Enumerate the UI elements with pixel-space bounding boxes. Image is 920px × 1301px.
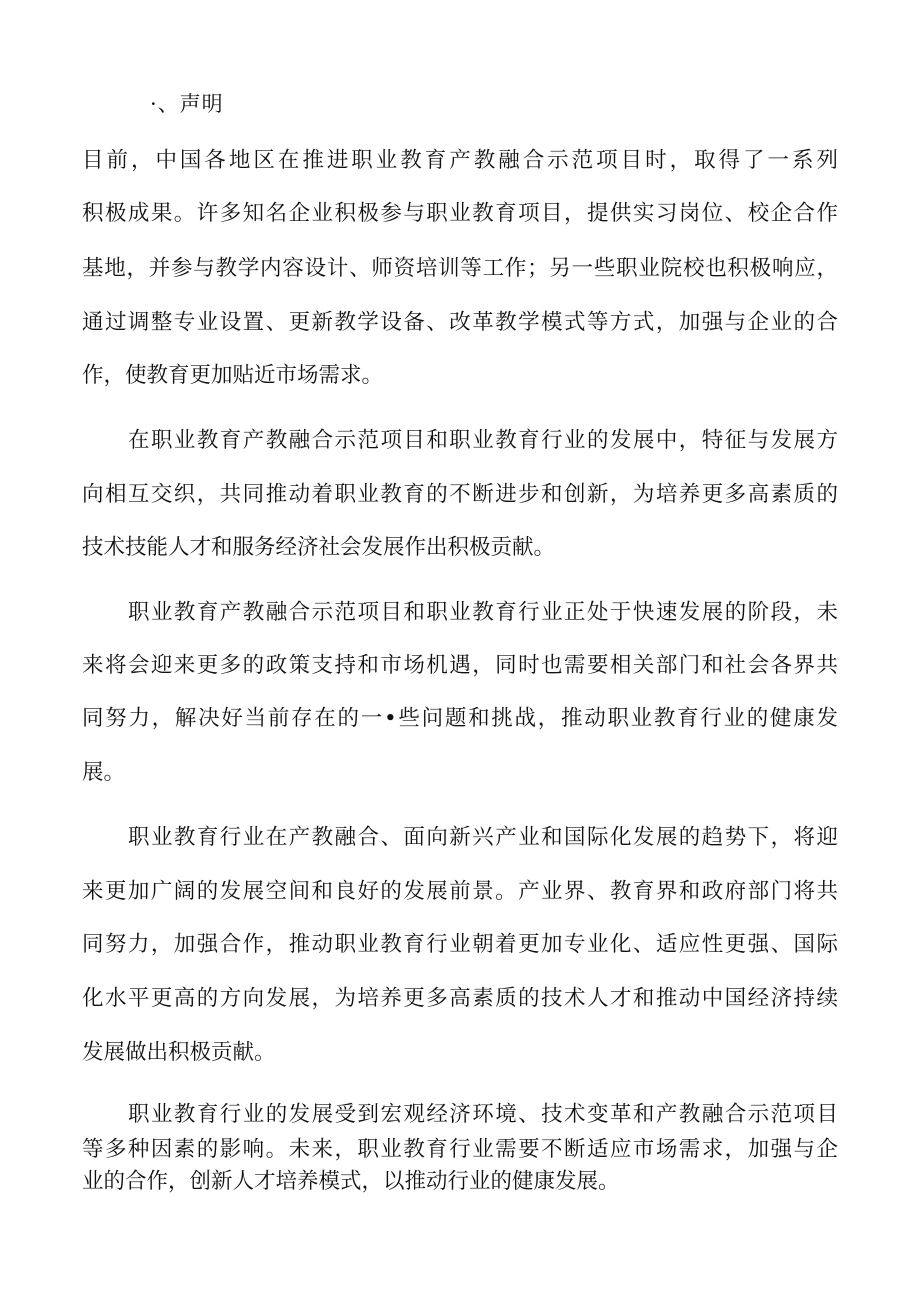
paragraph-3-line-4: 展。	[82, 760, 126, 785]
paragraph-5-line-1: 职业教育行业的发展受到宏观经济环境、技术变革和产教融合示范项目	[128, 1102, 838, 1127]
paragraph-4-line-1: 职业教育行业在产教融合、面向新兴产业和国际化发展的趋势下，将迎	[128, 825, 838, 850]
paragraph-3-line-2: 来将会迎来更多的政策支持和市场机遇，同时也需要相关部门和社会各界共	[82, 653, 838, 678]
paragraph-2-line-1: 在职业教育产教融合示范项目和职业教育行业的发展中，特征与发展方	[128, 428, 838, 453]
paragraph-1-line-3: 基地，并参与教学内容设计、师资培训等工作；另一些职业院校也积极响应，	[82, 256, 838, 281]
paragraph-4-line-3: 同努力，加强合作，推动职业教育行业朝着更加专业化、适应性更强、国际	[82, 932, 838, 957]
paragraph-4-line-4: 化水平更高的方向发展，为培养更多高素质的技术人才和推动中国经济持续	[82, 986, 838, 1011]
paragraph-1-line-4: 通过调整专业设置、更新教学设备、改革教学模式等方式，加强与企业的合	[82, 310, 838, 335]
paragraph-5-line-2: 等多种因素的影响。未来，职业教育行业需要不断适应市场需求，加强与企	[82, 1137, 838, 1162]
paragraph-2-line-2: 向相互交织，共同推动着职业教育的不断进步和创新，为培养更多高素质的	[82, 482, 838, 507]
paragraph-4-line-2: 来更加广阔的发展空间和良好的发展前景。产业界、教育界和政府部门将共	[82, 879, 838, 904]
paragraph-1-line-2: 积极成果。许多知名企业积极参与职业教育项目，提供实习岗位、校企合作	[82, 201, 838, 226]
paragraph-3-line-1: 职业教育产教融合示范项目和职业教育行业正处于快速发展的阶段，未	[128, 600, 838, 625]
paragraph-2-line-3: 技术技能人才和服务经济社会发展作出积极贡献。	[82, 535, 556, 560]
section-heading: ·、声明	[150, 92, 224, 116]
paragraph-3-line-3: 同努力，解决好当前存在的一•些问题和挑战，推动职业教育行业的健康发	[82, 706, 838, 731]
paragraph-1-line-1: 目前，中国各地区在推进职业教育产教融合示范项目时，取得了一系列	[82, 148, 838, 173]
paragraph-1-line-5: 作，使教育更加贴近市场需求。	[82, 363, 384, 388]
paragraph-4-line-5: 发展做出积极贡献。	[82, 1040, 276, 1065]
paragraph-5-line-3: 业的合作，创新人才培养模式，以推动行业的健康发展。	[82, 1169, 620, 1194]
